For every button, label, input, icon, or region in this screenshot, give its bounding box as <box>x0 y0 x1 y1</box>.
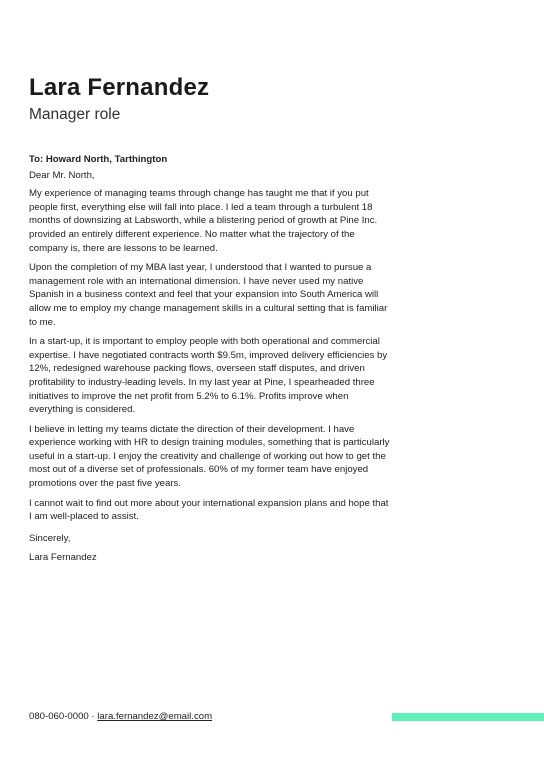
letter-paragraph: In a start-up, it is important to employ people with both operational and commercial expertise. I have negotiated contracts worth $9.5m, improved delivery efficiencies by 12%, redesigned warehouse packing flows, overseen staff disputes, and driven profitability to industry-leading levels. In my last year at Pine, I spearheaded three initiatives to improve the net profit from 5.2% to 6.1%. Profits improve when everything is considered. <box>29 336 388 416</box>
accent-bar <box>392 713 544 721</box>
applicant-name: Lara Fernandez <box>29 74 210 101</box>
letter-paragraph: I believe in letting my teams dictate the direction of their development. I have experience working with HR to design training modules, something that is particularly useful in a start-up. I enjoy the creativity and challenge of working out how to get the most out of a diverse set of professionals. 60% of my former team have enjoyed promotions over the past five years. <box>29 423 390 490</box>
letter-paragraph: Upon the completion of my MBA last year, I understood that I wanted to pursue a management role with an international dimension. I have never used my native Spanish in a business context and feel that your expansion into South America will allow me to employ my change management skills in a cultural setting that is familiar to me. <box>29 262 388 328</box>
contact-separator: · <box>88 711 98 722</box>
recipient-line: To: Howard North, Tarthington <box>29 154 168 165</box>
salutation: Dear Mr. North, <box>29 169 95 181</box>
email-link[interactable]: lara.fernandez@email.com <box>97 711 213 722</box>
job-role-title: Manager role <box>29 106 121 123</box>
signature: Lara Fernandez <box>29 552 97 564</box>
letter-body <box>29 153 391 571</box>
phone-number: 080-060-0000 <box>29 711 89 722</box>
contact-footer <box>29 710 212 723</box>
letter-paragraph: My experience of managing teams through change has taught me that if you put people first, everything else will fall into place. I led a team through a turbulent 18 months of downsizing at Labsworth, while a blistering period of growth at Pine Inc. provided an entirely different experience. No matter what the trajectory of the company is, there are lessons to be learned. <box>29 188 378 254</box>
closing: Sincerely, <box>29 532 71 544</box>
letter-paragraph: I cannot wait to find out more about your international expansion plans and hope that I am well-placed to assist. <box>29 497 389 523</box>
